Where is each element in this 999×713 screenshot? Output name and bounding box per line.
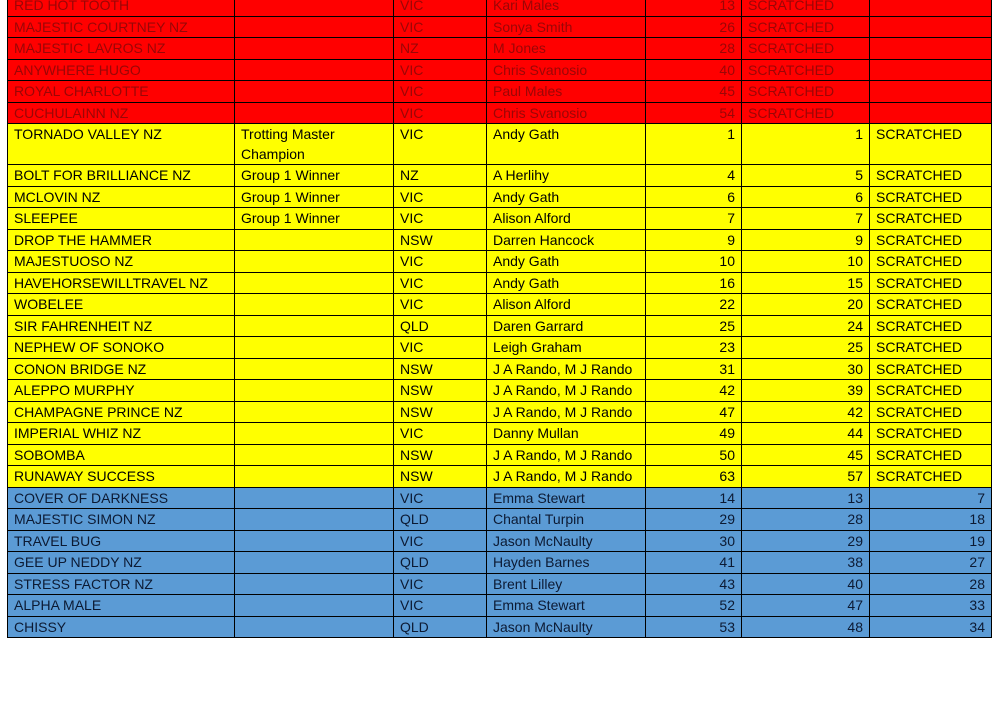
second-ranking-cell[interactable]: 29 xyxy=(742,530,870,552)
trainer-cell[interactable]: J A Rando, M J Rando xyxy=(487,380,646,402)
horse-name-cell[interactable]: ALEPPO MURPHY xyxy=(8,380,235,402)
ranking-cell[interactable]: 10 xyxy=(646,251,742,273)
third-ranking-cell[interactable]: 33 xyxy=(870,595,992,617)
table-row xyxy=(8,124,992,165)
third-ranking-cell[interactable]: SCRATCHED xyxy=(870,315,992,337)
honour-note-cell[interactable] xyxy=(235,294,394,316)
ranking-cell[interactable]: 28 xyxy=(646,38,742,60)
trainer-cell[interactable]: M Jones xyxy=(487,38,646,60)
ranking-cell[interactable]: 23 xyxy=(646,337,742,359)
horse-name-cell[interactable]: HAVEHORSEWILLTRAVEL NZ xyxy=(8,272,235,294)
honour-note-cell[interactable]: Group 1 Winner xyxy=(235,208,394,230)
third-ranking-cell[interactable]: SCRATCHED xyxy=(870,380,992,402)
second-ranking-cell[interactable]: 57 xyxy=(742,466,870,488)
horse-name-cell[interactable]: ROYAL CHARLOTTE xyxy=(8,81,235,103)
ranking-cell[interactable]: 47 xyxy=(646,401,742,423)
state-cell[interactable]: VIC xyxy=(394,208,487,230)
second-ranking-cell[interactable]: 9 xyxy=(742,229,870,251)
honour-note-cell[interactable] xyxy=(235,102,394,124)
second-ranking-cell[interactable]: 24 xyxy=(742,315,870,337)
honour-note-cell[interactable] xyxy=(235,38,394,60)
horse-name-cell[interactable]: MAJESTIC COURTNEY NZ xyxy=(8,16,235,38)
state-cell[interactable]: VIC xyxy=(394,294,487,316)
table-row xyxy=(8,487,992,509)
state-cell[interactable]: VIC xyxy=(394,530,487,552)
trainer-cell[interactable]: Alison Alford xyxy=(487,294,646,316)
ranking-cell[interactable]: 42 xyxy=(646,380,742,402)
third-ranking-cell[interactable]: SCRATCHED xyxy=(870,124,992,165)
ranking-cell[interactable]: 25 xyxy=(646,315,742,337)
honour-note-cell[interactable] xyxy=(235,530,394,552)
honour-note-cell[interactable]: Trotting Master Champion xyxy=(235,124,394,165)
horse-name-cell[interactable]: SIR FAHRENHEIT NZ xyxy=(8,315,235,337)
second-ranking-cell[interactable]: 28 xyxy=(742,509,870,531)
third-ranking-cell[interactable] xyxy=(870,102,992,124)
table-row xyxy=(8,552,992,574)
table-row xyxy=(8,595,992,617)
trainer-cell[interactable]: Andy Gath xyxy=(487,124,646,165)
second-ranking-cell[interactable]: SCRATCHED xyxy=(742,81,870,103)
table-row xyxy=(8,423,992,445)
trainer-cell[interactable]: Jason McNaulty xyxy=(487,530,646,552)
third-ranking-cell[interactable]: 28 xyxy=(870,573,992,595)
third-ranking-cell[interactable]: 18 xyxy=(870,509,992,531)
state-cell[interactable]: QLD xyxy=(394,616,487,638)
third-ranking-cell[interactable]: SCRATCHED xyxy=(870,337,992,359)
trainer-cell[interactable]: Chris Svanosio xyxy=(487,102,646,124)
honour-note-cell[interactable] xyxy=(235,487,394,509)
table-row xyxy=(8,337,992,359)
state-cell[interactable]: VIC xyxy=(394,59,487,81)
trainer-cell[interactable]: Andy Gath xyxy=(487,251,646,273)
trainer-cell[interactable]: Daren Garrard xyxy=(487,315,646,337)
ranking-cell[interactable]: 43 xyxy=(646,573,742,595)
honour-note-cell[interactable] xyxy=(235,81,394,103)
table-row xyxy=(8,16,992,38)
horse-name-cell[interactable]: MAJESTUOSO NZ xyxy=(8,251,235,273)
state-cell[interactable]: VIC xyxy=(394,573,487,595)
third-ranking-cell[interactable]: SCRATCHED xyxy=(870,272,992,294)
ranking-cell[interactable]: 26 xyxy=(646,16,742,38)
third-ranking-cell[interactable]: SCRATCHED xyxy=(870,466,992,488)
trainer-cell[interactable]: Alison Alford xyxy=(487,208,646,230)
ranking-cell[interactable]: 30 xyxy=(646,530,742,552)
trainer-cell[interactable]: Brent Lilley xyxy=(487,573,646,595)
trainer-cell[interactable]: Hayden Barnes xyxy=(487,552,646,574)
second-ranking-cell[interactable]: SCRATCHED xyxy=(742,16,870,38)
trainer-cell[interactable]: J A Rando, M J Rando xyxy=(487,466,646,488)
trainer-cell[interactable]: A Herlihy xyxy=(487,165,646,187)
state-cell[interactable]: VIC xyxy=(394,16,487,38)
table-row xyxy=(8,530,992,552)
table-row xyxy=(8,0,992,16)
third-ranking-cell[interactable] xyxy=(870,81,992,103)
third-ranking-cell[interactable]: SCRATCHED xyxy=(870,208,992,230)
state-cell[interactable]: NZ xyxy=(394,165,487,187)
table-row xyxy=(8,272,992,294)
state-cell[interactable]: NSW xyxy=(394,380,487,402)
trainer-cell[interactable]: J A Rando, M J Rando xyxy=(487,444,646,466)
table-row xyxy=(8,81,992,103)
state-cell[interactable]: VIC xyxy=(394,0,487,16)
honour-note-cell[interactable] xyxy=(235,16,394,38)
honour-note-cell[interactable] xyxy=(235,401,394,423)
third-ranking-cell[interactable]: SCRATCHED xyxy=(870,165,992,187)
second-ranking-cell[interactable]: 45 xyxy=(742,444,870,466)
horse-name-cell[interactable]: ANYWHERE HUGO xyxy=(8,59,235,81)
table-body xyxy=(8,0,992,638)
trainer-cell[interactable]: Andy Gath xyxy=(487,272,646,294)
second-ranking-cell[interactable]: 6 xyxy=(742,186,870,208)
third-ranking-cell[interactable]: SCRATCHED xyxy=(870,294,992,316)
honour-note-cell[interactable] xyxy=(235,466,394,488)
honour-note-cell[interactable] xyxy=(235,59,394,81)
table-row xyxy=(8,294,992,316)
state-cell[interactable]: QLD xyxy=(394,315,487,337)
horse-name-cell[interactable]: GEE UP NEDDY NZ xyxy=(8,552,235,574)
third-ranking-cell[interactable]: SCRATCHED xyxy=(870,444,992,466)
horse-name-cell[interactable]: CUCHULAINN NZ xyxy=(8,102,235,124)
honour-note-cell[interactable] xyxy=(235,509,394,531)
state-cell[interactable]: VIC xyxy=(394,124,487,165)
state-cell[interactable]: NSW xyxy=(394,358,487,380)
honour-note-cell[interactable] xyxy=(235,616,394,638)
state-cell[interactable]: QLD xyxy=(394,552,487,574)
ranking-cell[interactable]: 14 xyxy=(646,487,742,509)
ranking-cell[interactable]: 9 xyxy=(646,229,742,251)
table-row xyxy=(8,616,992,638)
trainer-cell[interactable]: Chantal Turpin xyxy=(487,509,646,531)
horse-name-cell[interactable]: CHAMPAGNE PRINCE NZ xyxy=(8,401,235,423)
ranking-cell[interactable]: 13 xyxy=(646,0,742,16)
second-ranking-cell[interactable]: 38 xyxy=(742,552,870,574)
horse-name-cell[interactable]: TRAVEL BUG xyxy=(8,530,235,552)
honour-note-cell[interactable] xyxy=(235,380,394,402)
table-row xyxy=(8,251,992,273)
third-ranking-cell[interactable]: 34 xyxy=(870,616,992,638)
trainer-cell[interactable]: Chris Svanosio xyxy=(487,59,646,81)
second-ranking-cell[interactable]: SCRATCHED xyxy=(742,38,870,60)
state-cell[interactable]: VIC xyxy=(394,272,487,294)
horse-name-cell[interactable]: TORNADO VALLEY NZ xyxy=(8,124,235,165)
trainer-cell[interactable]: Jason McNaulty xyxy=(487,616,646,638)
third-ranking-cell[interactable]: SCRATCHED xyxy=(870,401,992,423)
table-row xyxy=(8,186,992,208)
ranking-cell[interactable]: 22 xyxy=(646,294,742,316)
honour-note-cell[interactable] xyxy=(235,337,394,359)
honour-note-cell[interactable] xyxy=(235,229,394,251)
horse-name-cell[interactable]: NEPHEW OF SONOKO xyxy=(8,337,235,359)
horse-name-cell[interactable]: ALPHA MALE xyxy=(8,595,235,617)
table-row xyxy=(8,208,992,230)
state-cell[interactable]: VIC xyxy=(394,595,487,617)
honour-note-cell[interactable] xyxy=(235,444,394,466)
honour-note-cell[interactable] xyxy=(235,315,394,337)
trainer-cell[interactable]: J A Rando, M J Rando xyxy=(487,401,646,423)
table-row xyxy=(8,102,992,124)
ranking-cell[interactable]: 63 xyxy=(646,466,742,488)
second-ranking-cell[interactable]: 5 xyxy=(742,165,870,187)
second-ranking-cell[interactable]: SCRATCHED xyxy=(742,102,870,124)
horse-name-cell[interactable]: SLEEPEE xyxy=(8,208,235,230)
second-ranking-cell[interactable]: 39 xyxy=(742,380,870,402)
state-cell[interactable]: VIC xyxy=(394,251,487,273)
state-cell[interactable]: VIC xyxy=(394,186,487,208)
state-cell[interactable]: VIC xyxy=(394,102,487,124)
second-ranking-cell[interactable]: 1 xyxy=(742,124,870,165)
second-ranking-cell[interactable]: SCRATCHED xyxy=(742,0,870,16)
third-ranking-cell[interactable]: SCRATCHED xyxy=(870,358,992,380)
second-ranking-cell[interactable]: SCRATCHED xyxy=(742,59,870,81)
ranking-cell[interactable]: 50 xyxy=(646,444,742,466)
table-row xyxy=(8,509,992,531)
third-ranking-cell[interactable] xyxy=(870,38,992,60)
horse-name-cell[interactable]: STRESS FACTOR NZ xyxy=(8,573,235,595)
honour-note-cell[interactable] xyxy=(235,0,394,16)
third-ranking-cell[interactable]: SCRATCHED xyxy=(870,229,992,251)
second-ranking-cell[interactable]: 47 xyxy=(742,595,870,617)
horse-name-cell[interactable]: CHISSY xyxy=(8,616,235,638)
ranking-cell[interactable]: 49 xyxy=(646,423,742,445)
table-row xyxy=(8,165,992,187)
state-cell[interactable]: NSW xyxy=(394,466,487,488)
second-ranking-cell[interactable]: 10 xyxy=(742,251,870,273)
horse-name-cell[interactable]: MCLOVIN NZ xyxy=(8,186,235,208)
ranking-cell[interactable]: 52 xyxy=(646,595,742,617)
second-ranking-cell[interactable]: 44 xyxy=(742,423,870,445)
third-ranking-cell[interactable] xyxy=(870,0,992,16)
state-cell[interactable]: VIC xyxy=(394,337,487,359)
horse-name-cell[interactable]: SOBOMBA xyxy=(8,444,235,466)
table-row xyxy=(8,38,992,60)
ranking-cell[interactable]: 31 xyxy=(646,358,742,380)
third-ranking-cell[interactable]: SCRATCHED xyxy=(870,251,992,273)
trainer-cell[interactable]: Paul Males xyxy=(487,81,646,103)
horse-name-cell[interactable]: DROP THE HAMMER xyxy=(8,229,235,251)
honour-note-cell[interactable]: Group 1 Winner xyxy=(235,165,394,187)
trainer-cell[interactable]: Danny Mullan xyxy=(487,423,646,445)
second-ranking-cell[interactable]: 7 xyxy=(742,208,870,230)
third-ranking-cell[interactable]: SCRATCHED xyxy=(870,423,992,445)
horse-name-cell[interactable]: WOBELEE xyxy=(8,294,235,316)
ranking-cell[interactable]: 7 xyxy=(646,208,742,230)
horse-name-cell[interactable]: MAJESTIC LAVROS NZ xyxy=(8,38,235,60)
ranking-cell[interactable]: 29 xyxy=(646,509,742,531)
trainer-cell[interactable]: Kari Males xyxy=(487,0,646,16)
third-ranking-cell[interactable] xyxy=(870,16,992,38)
second-ranking-cell[interactable]: 48 xyxy=(742,616,870,638)
ranking-cell[interactable]: 16 xyxy=(646,272,742,294)
ranking-cell[interactable]: 40 xyxy=(646,59,742,81)
third-ranking-cell[interactable] xyxy=(870,59,992,81)
honour-note-cell[interactable] xyxy=(235,573,394,595)
ranking-cell[interactable]: 41 xyxy=(646,552,742,574)
second-ranking-cell[interactable]: 40 xyxy=(742,573,870,595)
state-cell[interactable]: VIC xyxy=(394,487,487,509)
ranking-cell[interactable]: 4 xyxy=(646,165,742,187)
state-cell[interactable]: NSW xyxy=(394,401,487,423)
trainer-cell[interactable]: Leigh Graham xyxy=(487,337,646,359)
honour-note-cell[interactable] xyxy=(235,423,394,445)
second-ranking-cell[interactable]: 15 xyxy=(742,272,870,294)
honour-note-cell[interactable]: Group 1 Winner xyxy=(235,186,394,208)
ranking-cell[interactable]: 45 xyxy=(646,81,742,103)
state-cell[interactable]: NSW xyxy=(394,229,487,251)
honour-note-cell[interactable] xyxy=(235,552,394,574)
table-row xyxy=(8,444,992,466)
trainer-cell[interactable]: Emma Stewart xyxy=(487,487,646,509)
honour-note-cell[interactable] xyxy=(235,251,394,273)
honour-note-cell[interactable] xyxy=(235,358,394,380)
state-cell[interactable]: NSW xyxy=(394,444,487,466)
honour-note-cell[interactable] xyxy=(235,595,394,617)
table-row xyxy=(8,229,992,251)
ranking-cell[interactable]: 1 xyxy=(646,124,742,165)
table-row xyxy=(8,466,992,488)
horse-name-cell[interactable]: CONON BRIDGE NZ xyxy=(8,358,235,380)
second-ranking-cell[interactable]: 30 xyxy=(742,358,870,380)
second-ranking-cell[interactable]: 42 xyxy=(742,401,870,423)
table-row xyxy=(8,358,992,380)
third-ranking-cell[interactable]: SCRATCHED xyxy=(870,186,992,208)
second-ranking-cell[interactable]: 13 xyxy=(742,487,870,509)
third-ranking-cell[interactable]: 19 xyxy=(870,530,992,552)
state-cell[interactable]: VIC xyxy=(394,423,487,445)
third-ranking-cell[interactable]: 27 xyxy=(870,552,992,574)
table-row xyxy=(8,380,992,402)
trainer-cell[interactable]: J A Rando, M J Rando xyxy=(487,358,646,380)
horse-name-cell[interactable]: COVER OF DARKNESS xyxy=(8,487,235,509)
state-cell[interactable]: VIC xyxy=(394,81,487,103)
table-row xyxy=(8,573,992,595)
table-row xyxy=(8,59,992,81)
state-cell[interactable]: NZ xyxy=(394,38,487,60)
table-row xyxy=(8,315,992,337)
nominations-table xyxy=(7,0,992,638)
third-ranking-cell[interactable]: 7 xyxy=(870,487,992,509)
horse-name-cell[interactable]: MAJESTIC SIMON NZ xyxy=(8,509,235,531)
horse-name-cell[interactable]: RUNAWAY SUCCESS xyxy=(8,466,235,488)
ranking-cell[interactable]: 6 xyxy=(646,186,742,208)
trainer-cell[interactable]: Sonya Smith xyxy=(487,16,646,38)
horse-name-cell[interactable]: IMPERIAL WHIZ NZ xyxy=(8,423,235,445)
horse-name-cell[interactable]: RED HOT TOOTH xyxy=(8,0,235,16)
state-cell[interactable]: QLD xyxy=(394,509,487,531)
trainer-cell[interactable]: Andy Gath xyxy=(487,186,646,208)
ranking-cell[interactable]: 54 xyxy=(646,102,742,124)
ranking-cell[interactable]: 53 xyxy=(646,616,742,638)
horse-name-cell[interactable]: BOLT FOR BRILLIANCE NZ xyxy=(8,165,235,187)
second-ranking-cell[interactable]: 20 xyxy=(742,294,870,316)
honour-note-cell[interactable] xyxy=(235,272,394,294)
second-ranking-cell[interactable]: 25 xyxy=(742,337,870,359)
table-row xyxy=(8,401,992,423)
trainer-cell[interactable]: Darren Hancock xyxy=(487,229,646,251)
trainer-cell[interactable]: Emma Stewart xyxy=(487,595,646,617)
